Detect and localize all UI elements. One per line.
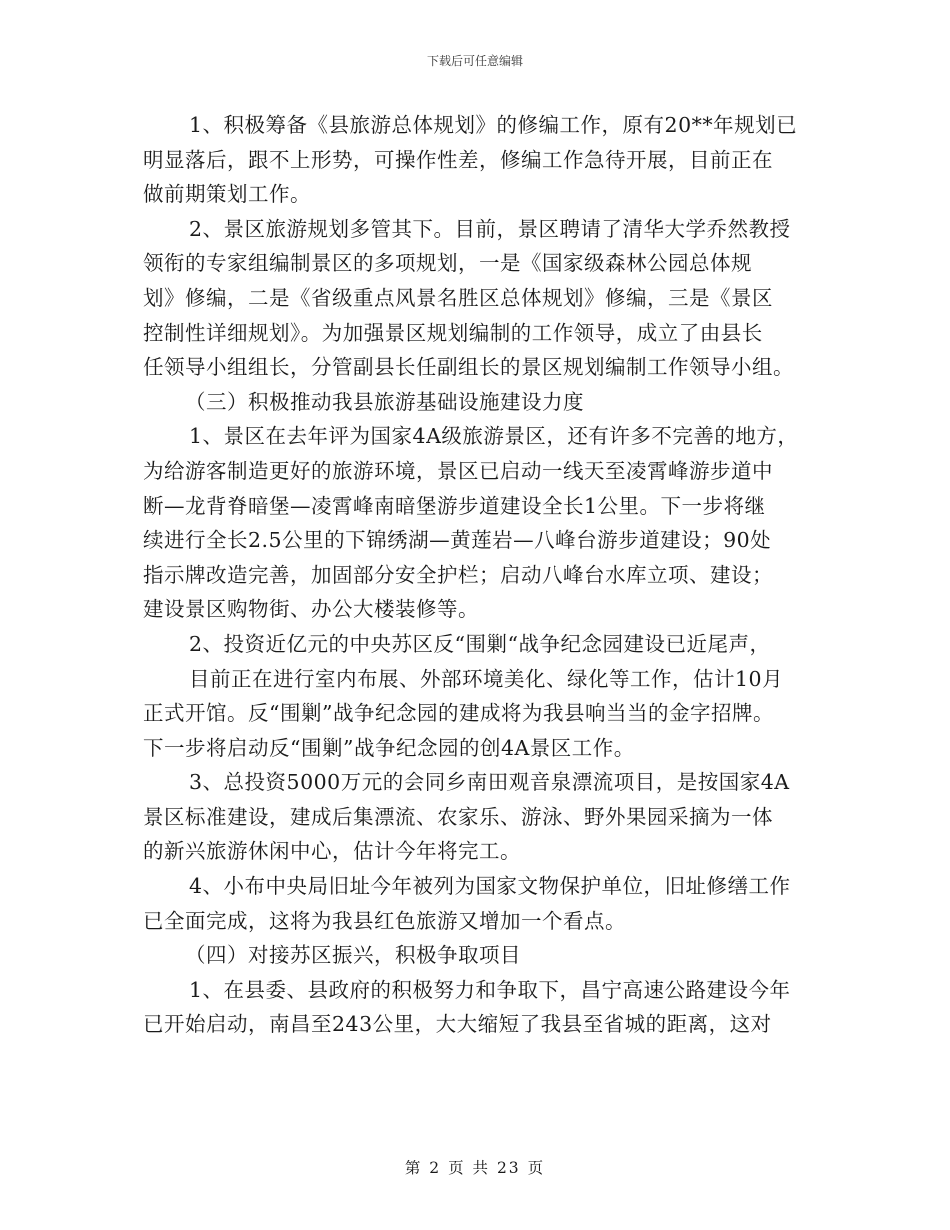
text-line: 已全面完成，这将为我县红色旅游又增加一个看点。 xyxy=(143,908,626,933)
text-line: 指示牌改造完善，加固部分安全护栏；启动八峰台水库立项、建设； xyxy=(143,562,773,587)
text-line: 的新兴旅游休闲中心，估计今年将完工。 xyxy=(143,839,521,864)
text-line: 2、投资近亿元的中央苏区反“围剿“战争纪念园建设已近尾声， xyxy=(189,631,771,656)
text-line: 断—龙背脊暗堡—凌霄峰南暗堡游步道建设全长1公里。下一步将继 xyxy=(143,493,766,518)
text-line: 正式开馆。反“围剿”战争纪念园的建成将为我县响当当的金字招牌。 xyxy=(143,701,774,726)
text-line: 任领导小组组长，分管副县长任副组长的景区规划编制工作领导小组。 xyxy=(143,355,794,380)
text-line: 控制性详细规划》。为加强景区规划编制的工作领导，成立了由县长 xyxy=(143,320,763,345)
text-line: 领衔的专家组编制景区的多项规划，一是《国家级森林公园总体规 xyxy=(143,251,752,276)
text-line: 1、景区在去年评为国家4A级旅游景区，还有许多不完善的地方， xyxy=(189,424,799,449)
text-line: 目前正在进行室内布展、外部环境美化、绿化等工作，估计10月 xyxy=(189,666,784,691)
text-line: 1、在县委、县政府的积极努力和争取下，昌宁高速公路建设今年 xyxy=(189,977,791,1002)
document-body xyxy=(143,108,813,1042)
text-line: （四）对接苏区振兴，积极争取项目 xyxy=(185,943,521,968)
text-line: 3、总投资5000万元的会同乡南田观音泉漂流项目，是按国家4A xyxy=(189,770,790,795)
text-line: 下一步将启动反“围剿”战争纪念园的创4A景区工作。 xyxy=(143,735,635,760)
page-footer: 第 2 页 共 23 页 xyxy=(404,1159,546,1177)
text-line: 4、小布中央局旧址今年被列为国家文物保护单位，旧址修缮工作 xyxy=(189,874,791,899)
text-line: 划》修编，二是《省级重点风景名胜区总体规划》修编，三是《景区 xyxy=(143,285,773,310)
text-line: 已开始启动，南昌至243公里，大大缩短了我县至省城的距离，这对 xyxy=(143,1012,772,1037)
text-line: 建设景区购物街、办公大楼装修等。 xyxy=(143,597,479,622)
page-header: 下载后可任意编辑 xyxy=(426,54,523,68)
text-line: 续进行全长2.5公里的下锦绣湖—黄莲岩—八峰台游步道建设；90处 xyxy=(143,528,772,553)
text-line: 为给游客制造更好的旅游环境，景区已启动一线天至凌霄峰游步道中 xyxy=(143,458,773,483)
text-line: 1、积极筹备《县旅游总体规划》的修编工作，原有20**年规划已 xyxy=(189,113,798,137)
text-line: 做前期策划工作。 xyxy=(143,182,311,207)
text-line: 景区标准建设，建成后集漂流、农家乐、游泳、野外果园采摘为一体 xyxy=(143,804,773,829)
text-line: 明显落后，跟不上形势，可操作性差，修编工作急待开展，目前正在 xyxy=(143,147,773,172)
text-line: 2、景区旅游规划多管其下。目前，景区聘请了清华大学乔然教授 xyxy=(189,216,791,241)
text-line: （三）积极推动我县旅游基础设施建设力度 xyxy=(185,389,584,414)
